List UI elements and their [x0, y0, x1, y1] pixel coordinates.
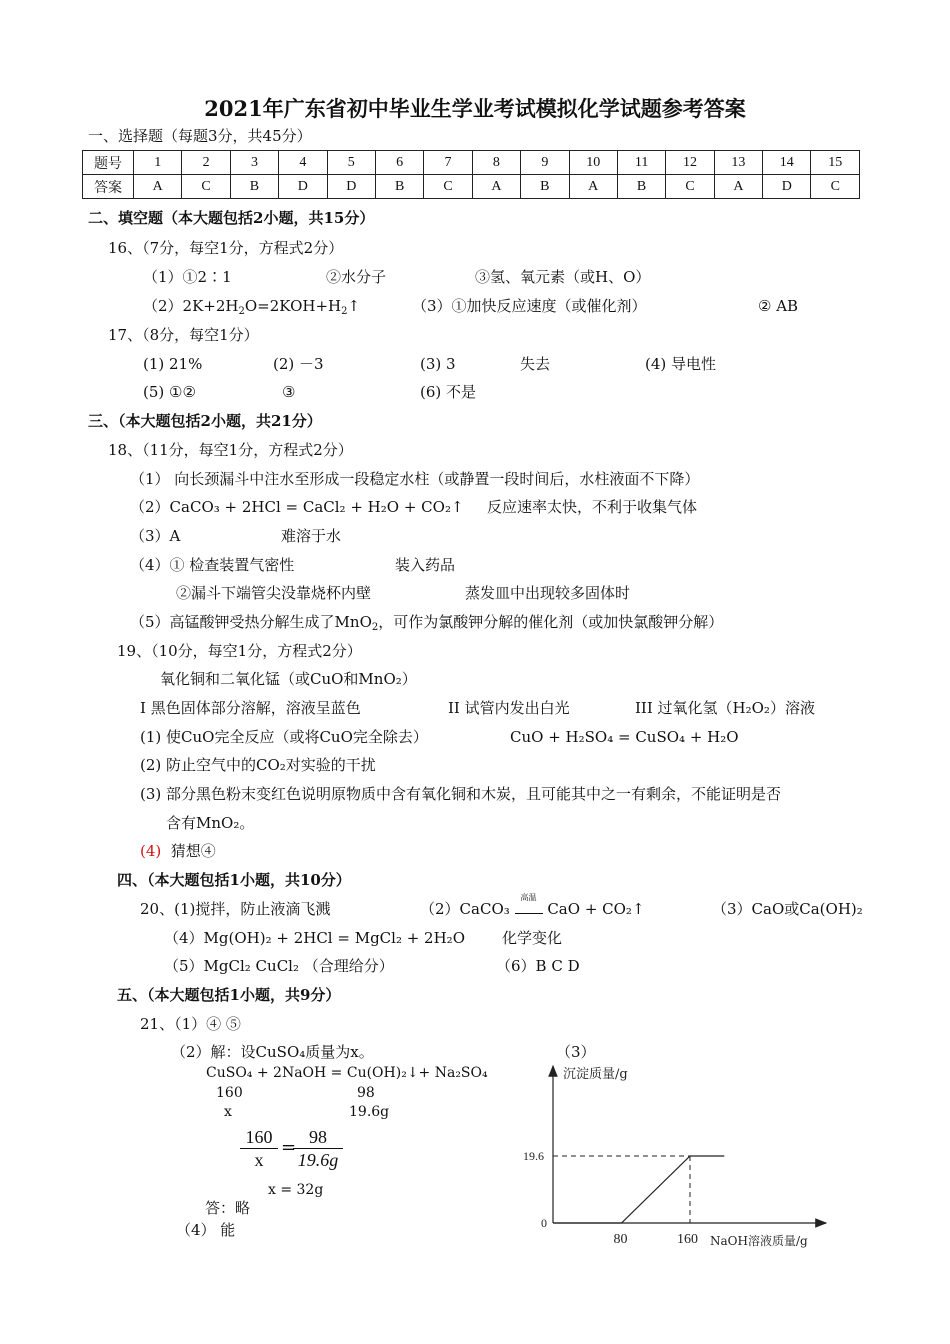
q20-b1: （4）Mg(OH)₂ + 2HCl = MgCl₂ + 2H₂O [164, 929, 465, 947]
q17-a4: 失去 [520, 355, 551, 373]
q19-l3-b: CuO + H₂SO₄ = CuSO₄ + H₂O [510, 728, 739, 746]
question-number-cell: 9 [521, 151, 569, 175]
q19-l7-num: (4) [140, 842, 162, 860]
table-row-numbers [83, 151, 860, 175]
q17-a5: (4) 导电性 [645, 355, 717, 373]
question-number-cell: 15 [811, 151, 860, 175]
q18-l3-b: 难溶于水 [281, 527, 342, 545]
question-number-cell: 7 [424, 151, 472, 175]
q21-s3: 160 [216, 1085, 243, 1101]
q17-head: 17、（8分，每空1分） [108, 326, 259, 344]
section-1-header: 一、选择题（每题3分，共45分） [88, 127, 312, 145]
q16-b2: （3）①加快反应速度（或催化剂） [412, 297, 647, 315]
q18-head: 18、（11分，每空1分，方程式2分） [108, 441, 353, 459]
question-number-cell: 10 [569, 151, 617, 175]
q18-l4-b: 装入药品 [395, 556, 456, 574]
q20-c1: （5）MgCl₂ CuCl₂ （合理给分） [164, 957, 394, 975]
question-number-cell: 11 [617, 151, 665, 175]
series-line [553, 1156, 724, 1223]
q19-head: 19、（10分，每空1分，方程式2分） [117, 642, 362, 660]
q19-l1: 氧化铜和二氧化锰（或CuO和MnO₂） [160, 670, 417, 688]
question-number-cell: 2 [182, 151, 230, 175]
q19-l3-a: (1) 使CuO完全反应（或将CuO完全除去） [140, 728, 428, 746]
question-number-cell: 12 [666, 151, 714, 175]
q20-a2: （2）CaCO₃ 高温 CaO + CO₂↑ [420, 893, 645, 918]
q19-l7: (4) 猜想④ [140, 842, 216, 860]
q21-a1: 21、（1）④ ⑤ [140, 1015, 241, 1033]
question-number-cell: 5 [327, 151, 375, 175]
x-tick-label: 80 [613, 1232, 628, 1247]
answer-cell: D [327, 175, 375, 199]
fraction-right: $\frac{98}{19.6g}$ [293, 1126, 343, 1171]
q17-a3: (3) 3 [420, 355, 456, 373]
precipitate-chart [500, 1058, 845, 1258]
q20-c2: （6）B C D [496, 957, 580, 975]
q18-l2-b: 反应速率太快，不利于收集气体 [487, 498, 698, 516]
q16-b1: $(2)2K+2H_2O=2KOH+H_2↑$ [143, 297, 361, 317]
equals-sign: = [281, 1137, 297, 1158]
fraction-left: $\frac{160}{x}$ [240, 1126, 278, 1171]
q16-b3: ② AB [758, 297, 799, 315]
table-header-cell: 题号 [83, 151, 134, 175]
answer-cell: C [811, 175, 860, 199]
table-row-answers [83, 175, 860, 199]
q18-l3-a: （3）A [130, 527, 181, 545]
q18-l1: （1） 向长颈漏斗中注水至形成一段稳定水柱（或静置一段时间后，水柱液面不下降） [130, 470, 700, 488]
q20-a1: 20、(1)搅拌，防止液滴飞溅 [140, 900, 331, 918]
question-number-cell: 1 [134, 151, 182, 175]
q16-a3: ③氢、氧元素（或H、O） [475, 268, 651, 286]
q21-s5: x [224, 1104, 232, 1120]
question-number-cell: 4 [279, 151, 327, 175]
q21-s6: 19.6g [349, 1104, 390, 1120]
question-number-cell: 14 [763, 151, 811, 175]
section-4-header: 四、（本大题包括1小题，共10分） [117, 871, 351, 889]
q21-s1: （2）解：设CuSO₄质量为x。 [171, 1043, 374, 1061]
q18-l4-a: （4）① 检查装置气密性 [130, 556, 295, 574]
q18-l2-eq: （2）CaCO₃ + 2HCl = CaCl₂ + H₂O + CO₂↑ [130, 498, 464, 516]
page-title: 2021年广东省初中毕业生学业考试模拟化学试题参考答案 [204, 96, 746, 121]
q17-b2: ③ [282, 383, 296, 401]
q19-l2-a: I 黑色固体部分溶解，溶液呈蓝色 [140, 699, 361, 717]
q17-b1: (5) ①② [143, 383, 196, 401]
q16-a2: ②水分子 [326, 268, 387, 286]
q17-a1: (1) 21% [143, 355, 203, 373]
q16-head: 16、（7分，每空1分，方程式2分） [108, 239, 344, 257]
answer-cell: A [134, 175, 182, 199]
q19-l4: (2) 防止空气中的CO₂对实验的干扰 [140, 756, 376, 774]
q17-a2: (2) －3 [273, 355, 324, 373]
answer-cell: B [375, 175, 423, 199]
q20-a3: （3）CaO或Ca(OH)₂ [712, 900, 863, 918]
table-header-cell: 答案 [83, 175, 134, 199]
section-5-header: 五、（本大题包括1小题，共9分） [117, 986, 341, 1004]
answer-cell: A [569, 175, 617, 199]
answer-cell: D [763, 175, 811, 199]
origin-label: 0 [541, 1216, 547, 1230]
answer-cell: D [279, 175, 327, 199]
q20-b2: 化学变化 [502, 929, 563, 947]
q19-l2-c: III 过氧化氢（H₂O₂）溶液 [635, 699, 815, 717]
section-2-header: 二、填空题（本大题包括2小题，共15分） [88, 209, 375, 227]
answer-cell: B [230, 175, 278, 199]
answer-cell: B [617, 175, 665, 199]
q18-l5-b: 蒸发皿中出现较多固体时 [465, 584, 631, 602]
answer-cell: B [521, 175, 569, 199]
q21-result: x = 32g [268, 1182, 324, 1198]
answer-cell: A [472, 175, 520, 199]
q19-l2-b: II 试管内发出白光 [448, 699, 570, 717]
q21-answer: 答：略 [205, 1199, 251, 1217]
y-axis-label: 沉淀质量/g [563, 1067, 628, 1082]
answer-cell: C [666, 175, 714, 199]
q18-l5-a: ②漏斗下端管尖没靠烧杯内壁 [176, 584, 372, 602]
q21-s2: CuSO₄ + 2NaOH = Cu(OH)₂↓+ Na₂SO₄ [206, 1065, 488, 1081]
answer-cell: C [424, 175, 472, 199]
section-3-header: 三、（本大题包括2小题，共21分） [88, 412, 322, 430]
q21-p4: （4） 能 [176, 1221, 236, 1239]
question-number-cell: 6 [375, 151, 423, 175]
x-tick-label: 160 [677, 1232, 698, 1247]
q17-b3: (6) 不是 [420, 383, 477, 401]
question-number-cell: 13 [714, 151, 762, 175]
q16-a1: （1）①2∶1 [143, 268, 232, 286]
q18-l6: （5）高锰酸钾受热分解生成了MnO$_2$，可作为氯酸钾分解的催化剂（或加快氯酸钾分解） [130, 613, 724, 633]
x-axis-label: NaOH溶液质量/g [710, 1234, 808, 1248]
question-number-cell: 8 [472, 151, 520, 175]
reaction-condition: 高温 [520, 893, 537, 902]
q21-p3: （3） [556, 1043, 596, 1061]
answer-cell: A [714, 175, 762, 199]
q19-l6: 含有MnO₂。 [166, 814, 255, 832]
answer-table [82, 150, 860, 199]
question-number-cell: 3 [230, 151, 278, 175]
q19-l5: (3) 部分黑色粉末变红色说明原物质中含有氧化铜和木炭，且可能其中之一有剩余，不能证明是否 [140, 785, 782, 803]
q21-s4: 98 [357, 1085, 375, 1101]
answer-cell: C [182, 175, 230, 199]
y-tick-label: 19.6 [523, 1149, 544, 1163]
